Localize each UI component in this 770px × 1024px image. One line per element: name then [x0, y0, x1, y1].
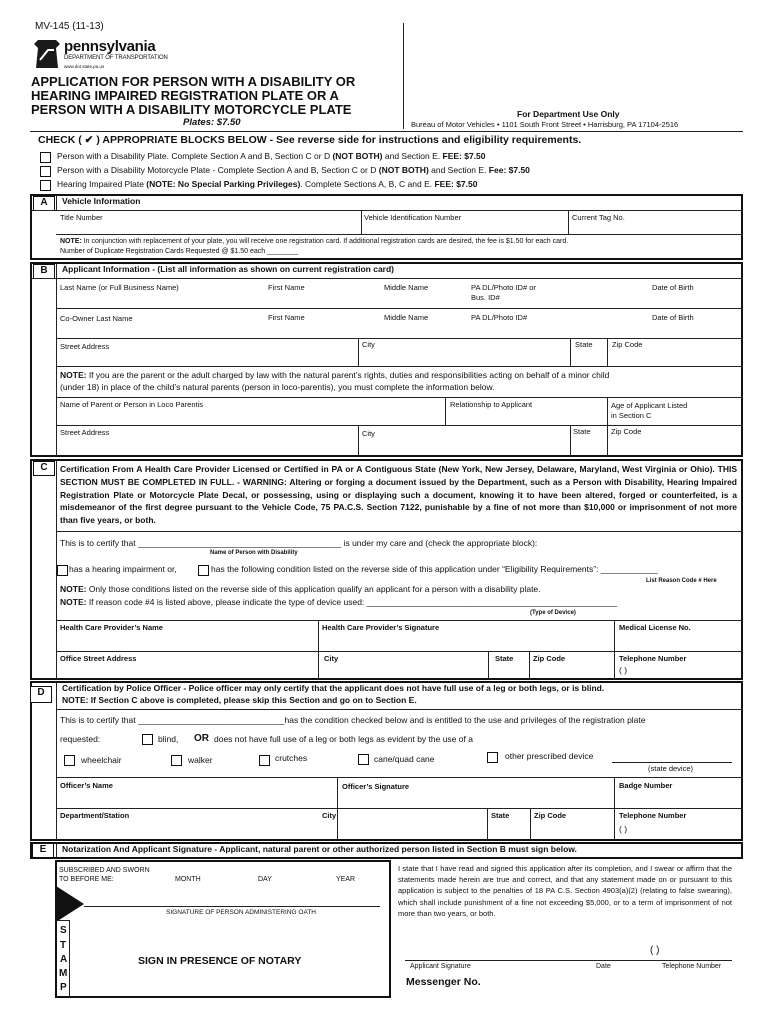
day-label[interactable]: DAY	[258, 876, 272, 883]
section-b-label: B	[33, 264, 55, 279]
office-street-field[interactable]: Office Street Address	[60, 654, 137, 663]
applicant-phone-label: Telephone Number	[662, 963, 722, 970]
co-owner-dl-field[interactable]: PA DL/Photo ID#	[471, 313, 528, 322]
condition-label: has the following condition listed on the reverse side of this application under “Eligibility Requirements”: ____________	[211, 564, 658, 574]
city-field[interactable]: City	[362, 340, 375, 349]
form-number: MV-145 (11-13)	[35, 21, 104, 32]
section-b-note-2: (under 18) in place of the child’s natural parents (person in loco-parentis), you must complete the information below.	[60, 382, 495, 392]
other-device-checkbox[interactable]	[487, 752, 498, 763]
officer-certify-field[interactable]: This is to certify that _______________________________has the condition checked below and is entitled to the use and privileges of the registration plate	[60, 715, 646, 725]
sec-a-divider	[56, 195, 57, 211]
title-line-1: APPLICATION FOR PERSON WITH A DISABILITY OR	[31, 74, 356, 89]
sec-d-col-state	[487, 808, 488, 840]
stamp-letter-t: T	[60, 940, 67, 951]
stamp-rule-top	[55, 920, 69, 921]
to-before-label: TO BEFORE ME:	[59, 876, 114, 883]
certify-patient-field[interactable]: This is to certify that ___________________________________________ is under my care and (check the appropriate block):	[60, 538, 538, 548]
applicant-signature-label: Applicant Signature	[410, 963, 471, 970]
applicant-statement: I state that I have read and signed this application after its completion, and I swear or affirm that the statements made herein are true and correct, and that any statement made on or pursuant to this application is subject to the penalties of 18 PA C.S. Section 4903(a)(2) (relating to false swearing), which shall include punishment of a fine not exceeding $5,000, or to a term of imprisonment of not more than two years, or both.	[398, 864, 732, 918]
sec-b-rule2	[56, 308, 743, 309]
sec-a-rule1	[30, 210, 743, 211]
oath-signature-label: SIGNATURE OF PERSON ADMINISTERING OATH	[166, 909, 316, 916]
sec-d-rule1	[56, 709, 743, 710]
provider-signature-field[interactable]: Health Care Provider’s Signature	[322, 623, 440, 632]
sec-d-rule2	[56, 777, 743, 778]
title-line-2: HEARING IMPAIRED REGISTRATION PLATE OR A	[31, 88, 339, 103]
penndot-logo	[34, 38, 184, 72]
oath-signature-line[interactable]	[84, 906, 380, 907]
officer-signature-field[interactable]: Officer’s Signature	[342, 782, 410, 791]
sec-b-col-state2	[570, 425, 571, 457]
parent-street-field[interactable]: Street Address	[60, 428, 110, 437]
section-d-heading-1: Certification by Police Officer - Police officer may only certify that the applicant does not have full use of a leg or both legs, or is blind.	[62, 683, 605, 693]
or-label: OR	[194, 733, 209, 744]
reason-code-caption: List Reason Code # Here	[646, 578, 717, 584]
sec-b-col-rel	[445, 397, 446, 425]
officer-name-field[interactable]: Officer’s Name	[60, 781, 113, 790]
section-c-note-1: NOTE: Only those conditions listed on the reverse side of this application qualify an applicant for a person with a disability plate.	[60, 584, 541, 594]
applicant-phone-parens: ( )	[650, 945, 660, 956]
sec-b-rule5	[56, 397, 743, 398]
legs-label: does not have full use of a leg or both legs as evident by the use of a	[214, 734, 473, 744]
co-owner-dob-field[interactable]: Date of Birth	[652, 313, 694, 322]
sec-c-col-zip	[529, 651, 530, 679]
sec-d-left	[56, 682, 57, 840]
badge-number-field[interactable]: Badge Number	[619, 781, 673, 790]
section-b-note-1: NOTE: If you are the parent or the adult charged by law with the natural parent’s rights, duties and responsibilities acting on behalf of a minor child	[60, 370, 610, 380]
sec-c-rule1	[56, 531, 743, 532]
applicant-signature-line[interactable]	[405, 960, 732, 961]
keystone-logo-icon	[34, 38, 60, 70]
first-name-field[interactable]: First Name	[268, 283, 305, 292]
parent-state-field[interactable]: State	[573, 427, 591, 436]
bus-id-label: Bus. ID#	[471, 293, 500, 302]
crutches-label: crutches	[275, 753, 308, 763]
dob-field[interactable]: Date of Birth	[652, 283, 694, 292]
sec-b-rule4	[56, 366, 743, 367]
provider-zip-field[interactable]: Zip Code	[533, 654, 566, 663]
co-owner-last-name-field[interactable]: Co-Owner Last Name	[60, 314, 133, 323]
provider-phone-parens: ( )	[619, 665, 628, 675]
sec-b-col-zip	[607, 338, 608, 366]
stamp-letter-p: P	[60, 982, 67, 993]
parent-city-field[interactable]: City	[362, 429, 375, 438]
officer-phone-field[interactable]: Telephone Number	[619, 811, 687, 820]
last-name-field[interactable]: Last Name (or Full Business Name)	[60, 283, 179, 292]
stamp-rule-side	[69, 920, 70, 998]
dl-photo-id-field[interactable]: PA DL/Photo ID# or	[471, 283, 536, 292]
officer-phone-parens: ( )	[619, 824, 628, 834]
section-b-title: Applicant Information - (List all information as shown on current registration card)	[62, 264, 394, 274]
title-number-field[interactable]: Title Number	[60, 213, 103, 222]
sec-a-col2	[568, 210, 569, 234]
sec-c-col-state	[488, 651, 489, 679]
department-station-field[interactable]: Department/Station	[60, 811, 130, 820]
state-device-caption: (state device)	[648, 764, 694, 773]
middle-name-field[interactable]: Middle Name	[384, 283, 429, 292]
device-caption: (Type of Device)	[530, 610, 576, 616]
sec-b-rule6	[56, 425, 743, 426]
section-c-label: C	[33, 461, 55, 476]
hearing-impairment-label: has a hearing impairment or,	[69, 564, 177, 574]
medical-license-field[interactable]: Medical License No.	[619, 623, 691, 632]
officer-city-field[interactable]: City	[322, 811, 337, 820]
zip-field[interactable]: Zip Code	[612, 340, 643, 349]
title-line-3: PERSON WITH A DISABILITY MOTORCYCLE PLATE	[31, 102, 352, 117]
subscribed-label: SUBSCRIBED AND SWORN	[59, 867, 150, 874]
section-d-heading-2: NOTE: If Section C above is completed, please skip this Section and go on to Section E.	[62, 695, 417, 705]
officer-state-field[interactable]: State	[491, 811, 510, 820]
logo-dept: DEPARTMENT OF TRANSPORTATION	[64, 55, 168, 61]
option-motorcycle-plate: Person with a Disability Motorcycle Plate - Complete Section A and B, Section C or D (NOT BOTH) and Section E. Fee: $7.50	[57, 165, 530, 175]
sec-b-col-age	[607, 397, 608, 457]
header-divider	[403, 23, 404, 129]
relationship-field[interactable]: Relationship to Applicant	[450, 400, 533, 409]
vin-field[interactable]: Vehicle Identification Number	[364, 213, 462, 222]
provider-phone-field[interactable]: Telephone Number	[619, 654, 687, 663]
blind-label: blind,	[158, 734, 179, 744]
section-a-title: Vehicle Information	[62, 196, 141, 206]
stamp-letter-s: S	[60, 925, 67, 936]
provider-city-field[interactable]: City	[324, 654, 339, 663]
check-heading: CHECK ( ✔ ) APPROPRIATE BLOCKS BELOW - See reverse side for instructions and eligibility requirements.	[38, 134, 582, 146]
sec-b-col-city2	[358, 425, 359, 457]
disability-plate-checkbox[interactable]	[40, 152, 51, 163]
current-tag-field[interactable]: Current Tag No.	[572, 213, 625, 222]
wheelchair-checkbox[interactable]	[64, 755, 75, 766]
name-caption: Name of Person with Disability	[210, 550, 298, 556]
hearing-impairment-checkbox[interactable]	[57, 565, 68, 576]
section-e-label: E	[32, 843, 54, 858]
section-c-heading: Certification From A Health Care Provider Licensed or Certified in PA or A Contiguous State (New York, New Jersey, Delaware, Maryland, West Virginia or Ohio). THIS SECTION MUST BE COMPLETED IN FULL. - WARNING: Altering or forging a document issued by the Department, such as a Person with Disability, Hearing Impaired Registration Plate or Motorcycle Plate Decal, or possessing, using or displaying such a document, knowing it to have been altered, forged or counterfeited, is a misdemeanor of the first degree pursuant to the Vehicle Code, 75 PA.C.S. Section 7122, punishable by a fine of not more than $10,000 or imprisonment of not more than five years, or both.	[60, 464, 737, 526]
section-a-note-1: NOTE: In conjunction with replacement of your plate, you will receive one registration card. If additional registration cards are desired, the fee is $1.50 for each card.	[60, 238, 569, 245]
sec-c-col-lic	[614, 620, 615, 679]
option-disability-plate: Person with a Disability Plate. Complete Section A and B, Section C or D (NOT BOTH) and Section E. FEE: $7.50	[57, 151, 486, 161]
notary-arrow-icon	[56, 886, 86, 922]
logo-name: pennsylvania	[64, 38, 156, 55]
bureau-address: Bureau of Motor Vehicles • 1101 South Front Street • Harrisburg, PA 17104-2516	[411, 120, 679, 129]
sec-b-col-city	[358, 338, 359, 366]
officer-zip-field[interactable]: Zip Code	[534, 811, 567, 820]
wheelchair-label: wheelchair	[81, 755, 122, 765]
sec-b-col-state	[570, 338, 571, 366]
sec-b-left	[56, 263, 57, 456]
plates-fee: Plates: $7.50	[183, 117, 241, 128]
section-a-label: A	[33, 196, 55, 211]
sec-c-col-sig	[318, 620, 319, 679]
walker-label: walker	[188, 755, 213, 765]
sec-d-col-zip	[530, 808, 531, 840]
year-label[interactable]: YEAR	[336, 876, 356, 883]
state-field[interactable]: State	[575, 340, 593, 349]
header-rule	[30, 131, 743, 132]
parent-zip-field[interactable]: Zip Code	[611, 427, 642, 436]
provider-name-field[interactable]: Health Care Provider’s Name	[60, 623, 163, 632]
device-type-field[interactable]: NOTE: If reason code #4 is listed above, please indicate the type of device used: _____________________________________________________	[60, 597, 618, 607]
hearing-impaired-checkbox[interactable]	[40, 180, 51, 191]
motorcycle-plate-checkbox[interactable]	[40, 166, 51, 177]
cane-label: cane/quad cane	[374, 754, 435, 764]
walker-checkbox[interactable]	[171, 755, 182, 766]
duplicate-cards-field[interactable]: Number of Duplicate Registration Cards Requested @ $1.50 each ________	[60, 248, 299, 255]
other-device-label: other prescribed device	[505, 751, 594, 761]
month-label[interactable]: MONTH	[175, 876, 201, 883]
logo-url: www.dot.state.pa.us	[64, 64, 105, 69]
crutches-checkbox[interactable]	[259, 755, 270, 766]
messenger-number-field[interactable]: Messenger No.	[406, 976, 481, 988]
other-device-line[interactable]	[612, 762, 732, 763]
sec-c-rule2	[56, 620, 743, 621]
sign-in-presence-label: SIGN IN PRESENCE OF NOTARY	[138, 955, 302, 967]
stamp-letter-m: M	[59, 968, 68, 979]
applicant-date-label: Date	[596, 963, 611, 970]
sec-b-rule3	[56, 338, 743, 339]
section-e-title: Notarization And Applicant Signature - Applicant, natural parent or other authorized person listed in Section B must sign below.	[62, 844, 577, 854]
sec-d-rule3	[56, 808, 743, 809]
requested-label: requested:	[60, 734, 101, 744]
applicant-age-field[interactable]: Age of Applicant Listed	[611, 401, 688, 410]
provider-state-field[interactable]: State	[495, 654, 514, 663]
parent-name-field[interactable]: Name of Parent or Person in Loco Parentis	[60, 400, 203, 409]
blind-checkbox[interactable]	[142, 734, 153, 745]
condition-checkbox[interactable]	[198, 565, 209, 576]
sec-c-rule3	[56, 651, 743, 652]
applicant-age-label-2: in Section C	[611, 411, 652, 420]
sec-a-col1	[361, 210, 362, 234]
option-hearing-impaired: Hearing Impaired Plate (NOTE: No Special Parking Privileges). Complete Sections A, B, C and E. FEE: $7.50	[57, 179, 478, 189]
co-owner-first-name-field[interactable]: First Name	[268, 313, 305, 322]
section-d-label: D	[30, 686, 52, 703]
sec-a-rule2	[56, 234, 743, 235]
co-owner-middle-name-field[interactable]: Middle Name	[384, 313, 429, 322]
street-address-field[interactable]: Street Address	[60, 342, 110, 351]
cane-checkbox[interactable]	[358, 754, 369, 765]
sec-b-rule1	[30, 278, 743, 279]
sec-e-divider	[56, 843, 57, 858]
stamp-letter-a: A	[60, 954, 68, 965]
dept-use-label: For Department Use Only	[517, 109, 620, 119]
